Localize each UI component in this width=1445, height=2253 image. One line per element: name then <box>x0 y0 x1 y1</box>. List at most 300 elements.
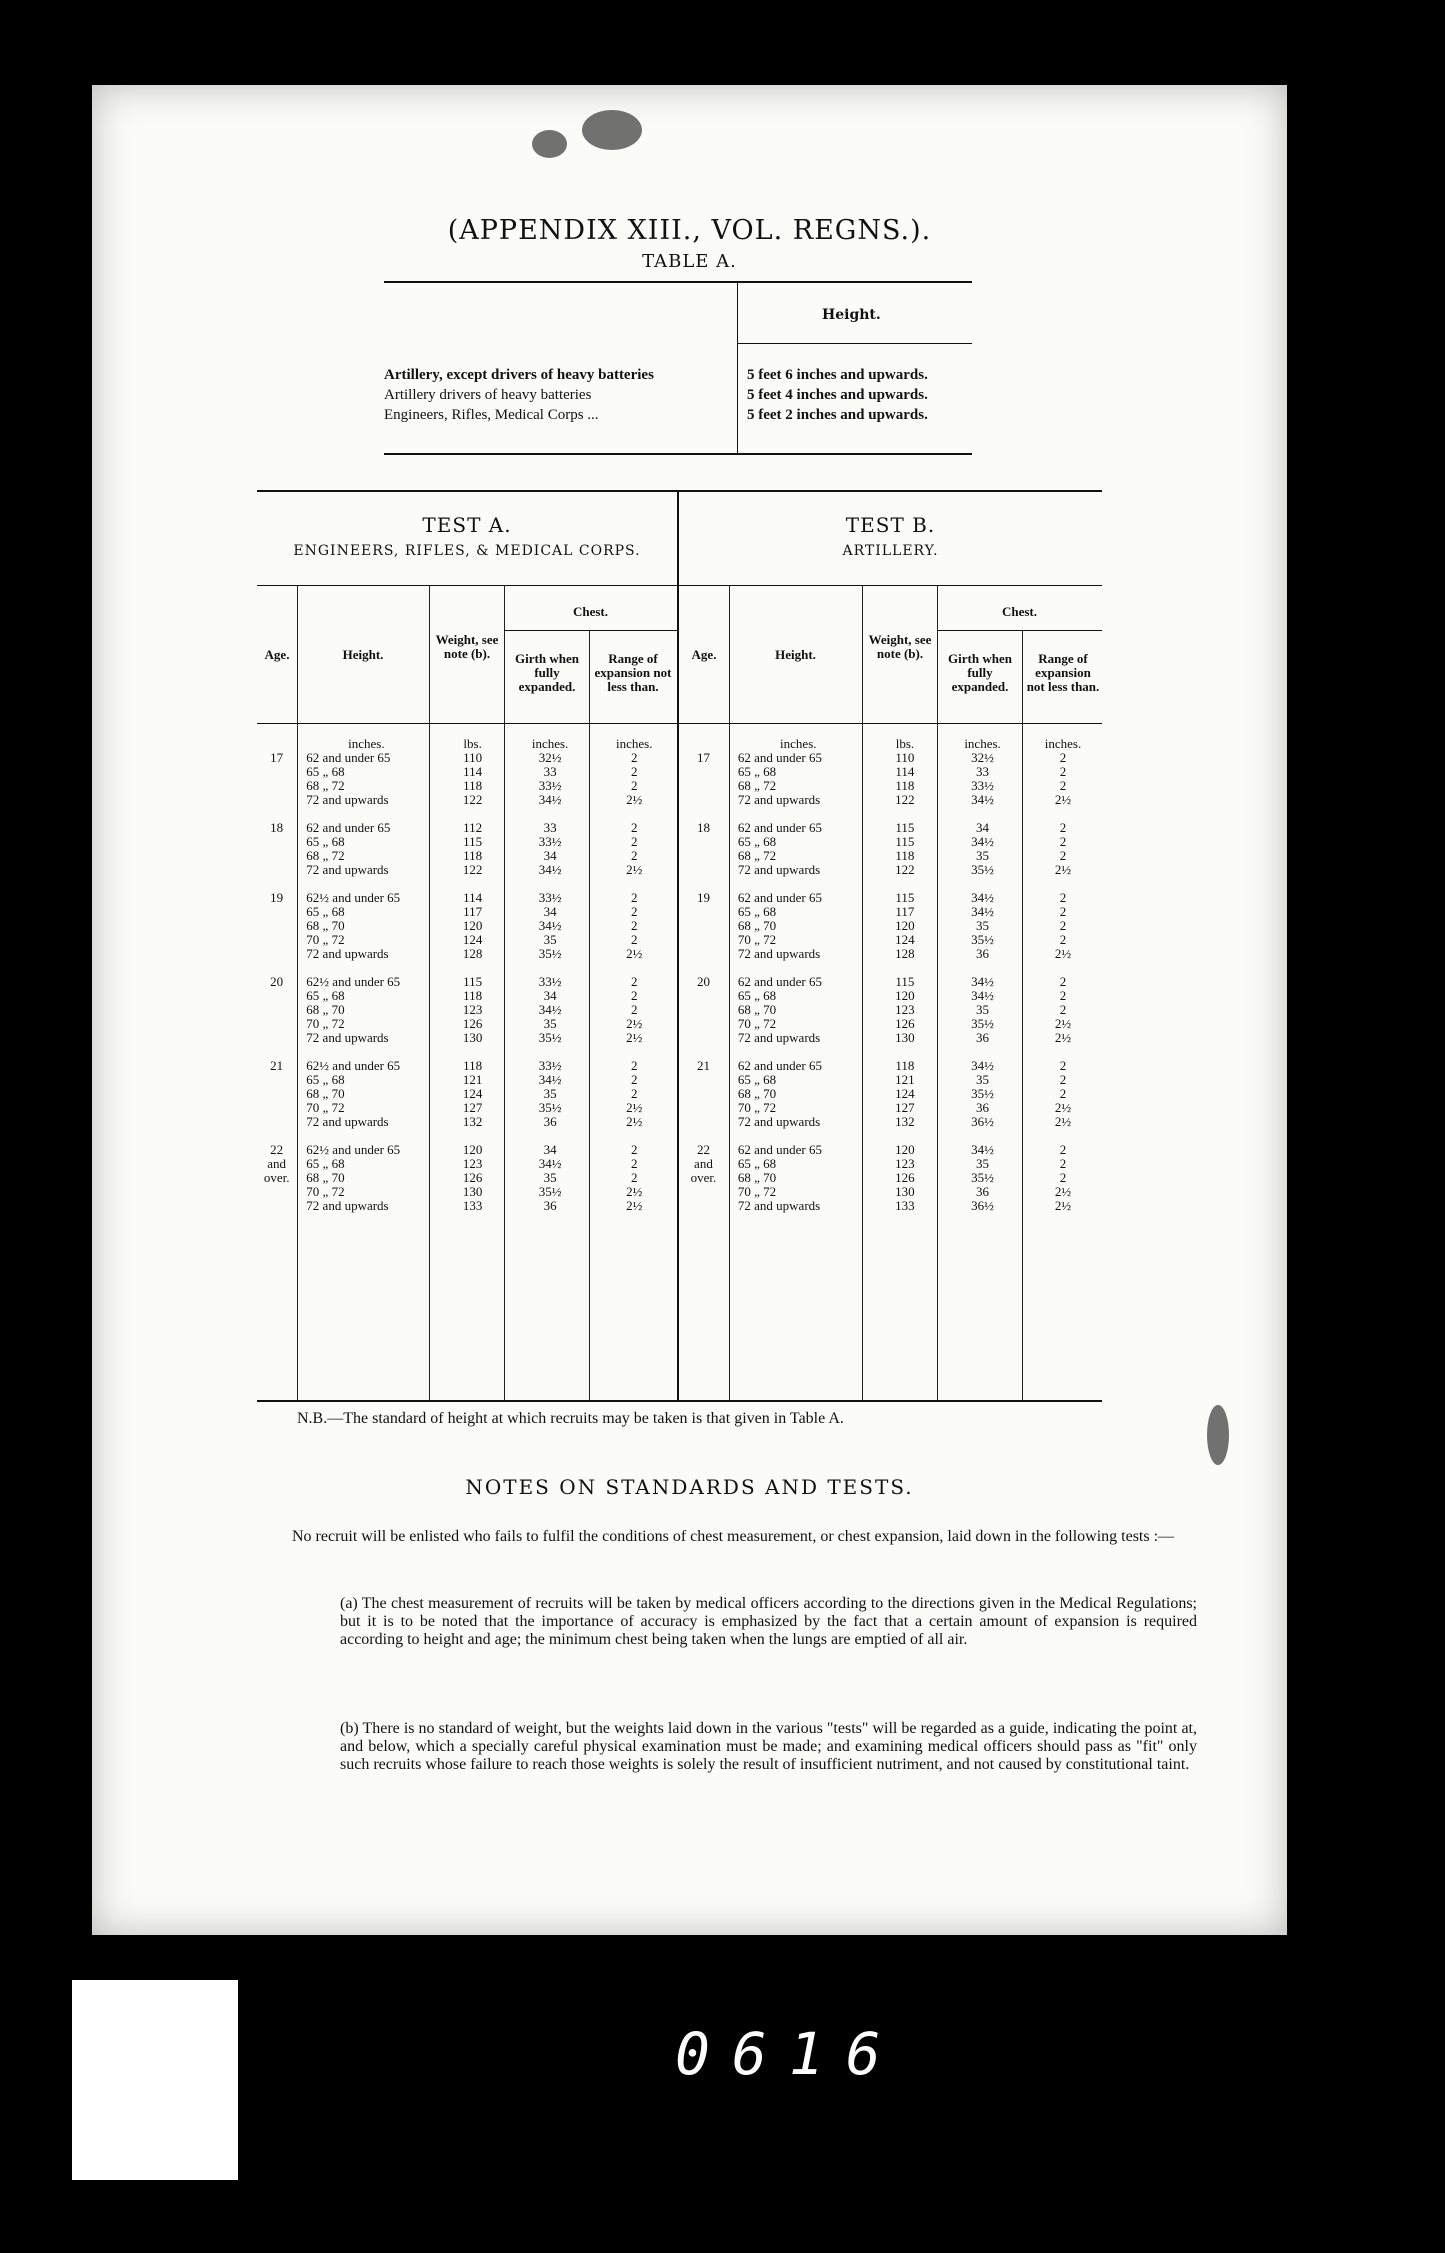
range-cell: 2 <box>630 1002 638 1017</box>
girth-cell: 35½ <box>538 1184 562 1199</box>
weight-cell: 132 <box>895 1114 915 1129</box>
range-cell: 2 <box>1059 820 1067 835</box>
weight-cell: 130 <box>462 1184 483 1199</box>
age-cell <box>679 905 728 919</box>
weight-cell: 121 <box>462 1072 483 1087</box>
table-row <box>679 933 1102 947</box>
weight-cell: 122 <box>462 792 483 807</box>
height-cell: 65 „ 68 <box>306 988 345 1003</box>
girth-cell: 33½ <box>538 974 562 989</box>
girth-cell: 35 <box>976 1002 990 1017</box>
range-cell: 2 <box>630 1072 638 1087</box>
table-row <box>679 1017 1102 1031</box>
height-cell: 72 and upwards <box>737 862 821 877</box>
girth-cell: 33 <box>543 820 557 835</box>
range-cell: 2½ <box>626 946 643 961</box>
tests-bottom-rule <box>257 1400 1102 1402</box>
range-cell: 2 <box>630 890 638 905</box>
range-cell: 2 <box>1059 918 1067 933</box>
height-cell: 72 and upwards <box>306 1030 389 1045</box>
girth-cell: 34½ <box>538 1002 562 1017</box>
height-cell: 72 and upwards <box>306 1114 389 1129</box>
column-header-bottom-rule <box>257 723 1102 724</box>
document-page <box>92 85 1287 1935</box>
test-a-table <box>257 737 677 1213</box>
range-cell: 2 <box>1059 1086 1067 1101</box>
table-row <box>679 835 1102 849</box>
range-cell: 2½ <box>1054 1198 1072 1213</box>
range-cell: 2½ <box>626 862 643 877</box>
girth-cell: 36 <box>543 1114 557 1129</box>
height-cell: 65 „ 68 <box>306 1156 345 1171</box>
weight-cell: 115 <box>463 974 483 989</box>
table-row <box>257 793 677 807</box>
girth-cell: 34½ <box>971 834 994 849</box>
girth-header: Girth when fully expanded. <box>948 651 1012 694</box>
table-row <box>257 1017 677 1031</box>
height-cell: 72 and upwards <box>737 1030 821 1045</box>
weight-cell: 115 <box>895 974 915 989</box>
weight-cell: 126 <box>895 1170 915 1185</box>
gap-cell <box>679 1045 728 1059</box>
group-gap <box>257 1129 677 1143</box>
units-row <box>257 737 677 751</box>
height-header: Height. <box>775 647 816 662</box>
girth-cell: 33½ <box>971 778 994 793</box>
height-cell: 65 „ 68 <box>306 764 345 779</box>
girth-cell: 36 <box>976 946 990 961</box>
table-row <box>257 1101 677 1115</box>
age-cell <box>679 1003 728 1017</box>
age-cell <box>257 1185 296 1199</box>
chest-header: Chest. <box>1001 604 1038 619</box>
range-cell: 2 <box>630 1170 638 1185</box>
weight-cell: 118 <box>895 848 915 863</box>
age-cell <box>257 933 296 947</box>
height-cell: 62 and under 65 <box>306 820 391 835</box>
girth-cell: 35 <box>543 932 557 947</box>
age-cell <box>257 737 296 751</box>
table-row <box>257 1157 677 1171</box>
weight-cell: 126 <box>462 1016 483 1031</box>
height-cell: 68 „ 70 <box>737 1002 777 1017</box>
weight-cell: 120 <box>462 1142 483 1157</box>
height-cell: 68 „ 70 <box>306 1170 345 1185</box>
range-cell: 2 <box>1059 1142 1067 1157</box>
tests-top-rule <box>257 490 1102 492</box>
age-cell <box>679 919 728 933</box>
height-unit: inches. <box>348 736 385 751</box>
range-cell: 2 <box>630 904 638 919</box>
girth-cell: 35½ <box>971 1086 994 1101</box>
age-cell: 22 <box>696 1142 710 1157</box>
table-row <box>679 751 1102 765</box>
note-b: (b) There is no standard of weight, but the weights laid down in the various "tests" will be regarded as a guide, indicating the point at, and below, which a specially careful physical examination must be made; and examining medical officers should pass as "fit" only such recruits whose failure to reach those weights is solely the result of insufficient nutriment, and not caused by constitutional taint. <box>340 1720 1197 1773</box>
table-row <box>257 919 677 933</box>
girth-cell: 35½ <box>971 1170 994 1185</box>
range-cell: 2 <box>1059 1156 1067 1171</box>
girth-cell: 34½ <box>971 988 994 1003</box>
weight-cell: 120 <box>462 918 483 933</box>
weight-cell: 118 <box>463 778 483 793</box>
height-cell: 62 and under 65 <box>737 1058 823 1073</box>
girth-cell: 34 <box>543 1142 557 1157</box>
range-cell: 2½ <box>626 1184 643 1199</box>
height-cell: 72 and upwards <box>306 946 389 961</box>
weight-cell: 115 <box>895 890 915 905</box>
girth-cell: 34½ <box>538 1072 562 1087</box>
range-cell: 2 <box>630 932 638 947</box>
height-cell: 68 „ 72 <box>737 778 777 793</box>
table-row <box>257 891 677 905</box>
age-cell: 19 <box>270 890 284 905</box>
table-row <box>679 919 1102 933</box>
table-row <box>257 1171 677 1185</box>
table-row <box>679 1199 1102 1213</box>
height-cell: 70 „ 72 <box>306 932 345 947</box>
girth-cell: 34½ <box>538 1156 562 1171</box>
table-row <box>257 905 677 919</box>
age-cell: and <box>267 1156 287 1171</box>
girth-cell: 35 <box>543 1016 557 1031</box>
height-cell: 62½ and under 65 <box>306 974 401 989</box>
age-cell <box>679 779 728 793</box>
weight-cell: 121 <box>895 1072 915 1087</box>
age-cell <box>679 1199 728 1213</box>
test-a-subtitle: ENGINEERS, RIFLES, & MEDICAL CORPS. <box>293 543 641 559</box>
weight-cell: 124 <box>462 1086 483 1101</box>
age-cell: 21 <box>270 1058 284 1073</box>
girth-cell: 32½ <box>538 750 562 765</box>
girth-cell: 33½ <box>538 1058 562 1073</box>
height-cell: 68 „ 70 <box>737 1086 777 1101</box>
note-a: (a) The chest measurement of recruits will be taken by medical officers according to the directions given in the Medical Regulations; but it is to be noted that the importance of accuracy is emphasized by the fact that a certain amount of expansion is required according to height and age; the minimum chest being taken when the lungs are emptied of all air. <box>340 1595 1197 1648</box>
range-cell: 2½ <box>1054 1100 1072 1115</box>
height-cell: 62 and under 65 <box>306 750 391 765</box>
girth-cell: 35 <box>543 1086 557 1101</box>
weight-cell: 118 <box>463 1058 483 1073</box>
weight-cell: 123 <box>895 1002 915 1017</box>
girth-cell: 36 <box>976 1030 990 1045</box>
height-cell: 62½ and under 65 <box>306 1058 401 1073</box>
weight-cell: 117 <box>895 904 915 919</box>
age-cell <box>257 1115 296 1129</box>
girth-cell: 34½ <box>538 918 562 933</box>
height-cell: 70 „ 72 <box>306 1184 345 1199</box>
age-cell <box>679 765 728 779</box>
gap-cell <box>257 807 296 821</box>
weight-cell: 126 <box>895 1016 915 1031</box>
appendix-title: (APPENDIX XIII., VOL. REGNS.). <box>447 215 932 246</box>
units-row <box>679 737 1102 751</box>
weight-cell: 124 <box>462 932 483 947</box>
weight-cell: 133 <box>462 1198 483 1213</box>
table-row <box>257 1087 677 1101</box>
ink-blot <box>532 130 567 158</box>
age-cell <box>257 1101 296 1115</box>
age-cell <box>679 793 728 807</box>
range-cell: 2 <box>1059 1058 1067 1073</box>
range-cell: 2½ <box>1054 1184 1072 1199</box>
age-cell <box>679 1185 728 1199</box>
weight-cell: 123 <box>462 1002 483 1017</box>
age-cell <box>257 919 296 933</box>
range-cell: 2 <box>630 848 638 863</box>
age-cell <box>679 863 728 877</box>
girth-cell: 34½ <box>538 862 562 877</box>
range-cell: 2 <box>630 750 638 765</box>
weight-cell: 127 <box>895 1100 915 1115</box>
weight-cell: 130 <box>895 1030 915 1045</box>
chest-header-rule <box>937 630 1102 631</box>
height-cell: 65 „ 68 <box>306 834 345 849</box>
range-cell: 2½ <box>1054 1114 1072 1129</box>
weight-cell: 114 <box>463 764 483 779</box>
age-cell <box>257 863 296 877</box>
table-row <box>679 821 1102 835</box>
table-row <box>679 1157 1102 1171</box>
weight-cell: 112 <box>463 820 483 835</box>
weight-header: Weight, see note (b). <box>868 632 932 661</box>
age-cell <box>679 989 728 1003</box>
table-a-height: 5 feet 6 inches and upwards. <box>747 367 928 383</box>
group-gap <box>679 807 1102 821</box>
weight-cell: 133 <box>895 1198 915 1213</box>
girth-cell: 34½ <box>971 904 994 919</box>
girth-cell: 35½ <box>971 862 994 877</box>
height-cell: 65 „ 68 <box>737 834 777 849</box>
group-gap <box>679 1045 1102 1059</box>
table-a-height-header: Height. <box>822 307 881 323</box>
range-cell: 2½ <box>1054 1016 1072 1031</box>
girth-cell: 35 <box>976 918 990 933</box>
weight-cell: 118 <box>895 1058 915 1073</box>
height-cell: 70 „ 72 <box>737 1184 777 1199</box>
girth-cell: 35½ <box>971 1016 994 1031</box>
table-row <box>257 1199 677 1213</box>
height-cell: 70 „ 72 <box>737 932 777 947</box>
age-cell: 22 <box>270 1142 284 1157</box>
girth-cell: 36½ <box>971 1198 994 1213</box>
table-row <box>679 765 1102 779</box>
table-row <box>679 947 1102 961</box>
test-b-table <box>679 737 1102 1213</box>
weight-cell: 118 <box>463 848 483 863</box>
table-a-header-rule <box>737 343 972 344</box>
girth-cell: 33½ <box>538 834 562 849</box>
table-row <box>679 891 1102 905</box>
age-cell <box>257 1087 296 1101</box>
height-cell: 68 „ 70 <box>737 1170 777 1185</box>
weight-unit: lbs. <box>463 736 482 751</box>
table-a-branch: Engineers, Rifles, Medical Corps ... <box>384 407 599 423</box>
height-cell: 65 „ 68 <box>737 988 777 1003</box>
weight-cell: 120 <box>895 988 915 1003</box>
girth-cell: 35½ <box>538 1100 562 1115</box>
girth-unit: inches. <box>531 736 569 751</box>
table-row <box>257 849 677 863</box>
height-cell: 65 „ 68 <box>737 1156 777 1171</box>
age-cell: 20 <box>696 974 710 989</box>
table-a-branch: Artillery drivers of heavy batteries <box>384 387 592 403</box>
ink-blot <box>1207 1405 1229 1465</box>
girth-header: Girth when fully expanded. <box>515 651 579 694</box>
weight-cell: 122 <box>895 792 915 807</box>
table-row <box>679 1171 1102 1185</box>
weight-header: Weight, see note (b). <box>435 632 499 661</box>
table-row <box>679 793 1102 807</box>
range-cell: 2½ <box>1054 1030 1072 1045</box>
table-row <box>679 1115 1102 1129</box>
table-row <box>679 863 1102 877</box>
girth-cell: 33½ <box>538 890 562 905</box>
notes-intro: No recruit will be enlisted who fails to fulfil the conditions of chest measurement, or chest expansion, laid down in the following tests :— <box>292 1528 1175 1545</box>
group-gap <box>257 1045 677 1059</box>
table-row <box>257 835 677 849</box>
girth-cell: 33 <box>543 764 557 779</box>
age-cell <box>679 835 728 849</box>
age-cell <box>679 1087 728 1101</box>
table-row <box>257 1003 677 1017</box>
range-header: Range of expansion not less than. <box>1026 651 1100 694</box>
table-row <box>257 975 677 989</box>
range-cell: 2 <box>630 918 638 933</box>
table-row <box>257 1031 677 1045</box>
table-a-bottom-rule <box>384 453 972 455</box>
test-b-subtitle: ARTILLERY. <box>842 543 939 559</box>
range-cell: 2 <box>630 1086 638 1101</box>
height-cell: 72 and upwards <box>737 1198 821 1213</box>
range-cell: 2½ <box>626 1198 643 1213</box>
table-row <box>679 1087 1102 1101</box>
table-row <box>679 1185 1102 1199</box>
group-gap <box>257 961 677 975</box>
age-cell <box>679 1073 728 1087</box>
chest-header-rule <box>504 630 677 631</box>
height-cell: 62½ and under 65 <box>306 1142 401 1157</box>
range-cell: 2 <box>1059 834 1067 849</box>
age-cell: and <box>694 1156 713 1171</box>
range-cell: 2 <box>1059 764 1067 779</box>
range-cell: 2 <box>1059 890 1067 905</box>
weight-cell: 120 <box>895 1142 915 1157</box>
height-cell: 65 „ 68 <box>737 764 777 779</box>
age-cell: 17 <box>696 750 710 765</box>
girth-cell: 36½ <box>971 1114 994 1129</box>
range-cell: 2 <box>630 1156 638 1171</box>
girth-cell: 33 <box>976 764 990 779</box>
table-row <box>257 989 677 1003</box>
range-cell: 2 <box>630 834 638 849</box>
age-cell <box>257 835 296 849</box>
height-cell: 68 „ 70 <box>306 1002 345 1017</box>
table-row <box>679 975 1102 989</box>
age-cell <box>257 1003 296 1017</box>
table-row <box>679 1059 1102 1073</box>
range-unit: inches. <box>1044 736 1082 751</box>
height-cell: 68 „ 72 <box>306 848 345 863</box>
weight-cell: 123 <box>462 1156 483 1171</box>
test-a-title: TEST A. <box>422 513 512 537</box>
girth-cell: 34½ <box>971 792 994 807</box>
nb-note: N.B.—The standard of height at which recruits may be taken is that given in Table A. <box>297 1410 844 1427</box>
girth-cell: 34 <box>543 904 557 919</box>
age-cell: 21 <box>696 1058 710 1073</box>
age-cell <box>679 1115 728 1129</box>
height-cell: 70 „ 72 <box>306 1100 345 1115</box>
group-gap <box>679 1129 1102 1143</box>
height-cell: 72 and upwards <box>737 946 821 961</box>
table-a-branch: Artillery, except drivers of heavy batteries <box>384 367 654 383</box>
height-cell: 65 „ 68 <box>306 904 345 919</box>
girth-cell: 32½ <box>971 750 994 765</box>
range-cell: 2 <box>630 974 638 989</box>
table-row <box>679 1031 1102 1045</box>
age-cell <box>257 849 296 863</box>
weight-cell: 118 <box>895 778 915 793</box>
range-cell: 2½ <box>1054 946 1072 961</box>
weight-cell: 117 <box>463 904 483 919</box>
height-cell: 72 and upwards <box>737 1114 821 1129</box>
range-cell: 2 <box>1059 1072 1067 1087</box>
girth-cell: 34 <box>976 820 990 835</box>
height-cell: 68 „ 70 <box>306 918 345 933</box>
gap-cell <box>679 1129 728 1143</box>
girth-cell: 34½ <box>971 1058 994 1073</box>
range-cell: 2 <box>1059 932 1067 947</box>
group-gap <box>257 807 677 821</box>
group-gap <box>679 961 1102 975</box>
age-header: Age. <box>264 647 290 662</box>
table-row <box>257 779 677 793</box>
height-cell: 68 „ 72 <box>306 778 345 793</box>
gap-cell <box>679 961 728 975</box>
girth-cell: 36 <box>543 1198 557 1213</box>
height-cell: 65 „ 68 <box>737 904 777 919</box>
table-row <box>257 933 677 947</box>
weight-cell: 130 <box>895 1184 915 1199</box>
height-cell: 65 „ 68 <box>306 1072 345 1087</box>
height-cell: 68 „ 70 <box>306 1086 345 1101</box>
height-cell: 70 „ 72 <box>737 1016 777 1031</box>
girth-cell: 34 <box>543 988 557 1003</box>
table-a-height: 5 feet 2 inches and upwards. <box>747 407 928 423</box>
frame-counter: 0616 <box>675 2020 903 2088</box>
height-unit: inches. <box>780 736 817 751</box>
age-cell <box>679 933 728 947</box>
table-a-divider <box>737 283 738 453</box>
height-cell: 70 „ 72 <box>737 1100 777 1115</box>
age-cell: 18 <box>270 820 284 835</box>
range-header: Range of expansion not less than. <box>594 651 672 694</box>
height-cell: 62 and under 65 <box>737 890 823 905</box>
weight-cell: 122 <box>895 862 915 877</box>
height-cell: 72 and upwards <box>306 792 389 807</box>
girth-cell: 35½ <box>971 932 994 947</box>
age-cell <box>679 737 728 751</box>
gap-cell <box>257 961 296 975</box>
range-cell: 2 <box>630 988 638 1003</box>
weight-cell: 123 <box>895 1156 915 1171</box>
table-row <box>679 905 1102 919</box>
weight-cell: 114 <box>463 890 483 905</box>
age-cell <box>679 947 728 961</box>
ink-blot <box>582 110 642 150</box>
weight-cell: 130 <box>462 1030 483 1045</box>
range-cell: 2½ <box>626 1016 643 1031</box>
weight-cell: 114 <box>895 764 915 779</box>
height-cell: 72 and upwards <box>306 1198 389 1213</box>
